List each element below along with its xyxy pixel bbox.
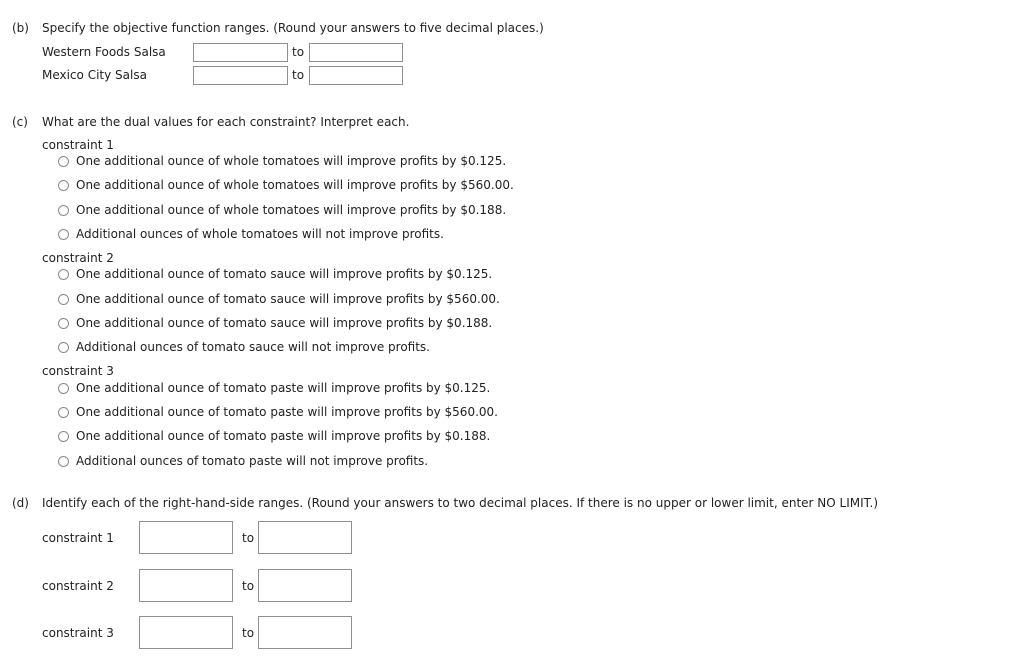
rhs-constraint-3-label: constraint 3 — [42, 626, 114, 640]
constraint-2-option-4-label: Additional ounces of tomato sauce will not improve profits. — [76, 340, 430, 354]
part-c-label: (c) — [12, 115, 28, 129]
constraint-1-option-2-radio[interactable] — [58, 180, 69, 191]
rhs-constraint-1-upper-input[interactable] — [258, 521, 352, 554]
constraint-1-option-3-radio[interactable] — [58, 205, 69, 216]
constraint-1-option-4-label: Additional ounces of whole tomatoes will not improve profits. — [76, 227, 444, 241]
western-foods-lower-input[interactable] — [193, 43, 288, 62]
to-label: to — [292, 45, 305, 59]
constraint-3-option-4-label: Additional ounces of tomato paste will not improve profits. — [76, 454, 429, 468]
rhs-constraint-3-upper-input[interactable] — [258, 616, 352, 649]
constraint-2-option-3-radio[interactable] — [58, 318, 69, 329]
constraint-2-heading: constraint 2 — [42, 251, 114, 265]
row-label-western-foods-salsa: Western Foods Salsa — [42, 45, 166, 59]
part-b-question: Specify the objective function ranges. (Round your answers to five decimal places.) — [42, 21, 544, 35]
constraint-2-option-1-radio[interactable] — [58, 269, 69, 280]
mexico-city-upper-input[interactable] — [309, 66, 403, 85]
constraint-2-option-1-label: One additional ounce of tomato sauce will improve profits by $0.125. — [76, 267, 493, 281]
constraint-3-heading: constraint 3 — [42, 364, 114, 378]
constraint-2-option-2-label: One additional ounce of tomato sauce will improve profits by $560.00. — [76, 292, 500, 306]
rhs-constraint-3-lower-input[interactable] — [139, 616, 233, 649]
part-c-question: What are the dual values for each constraint? Interpret each. — [42, 115, 410, 129]
constraint-3-option-2-label: One additional ounce of tomato paste will improve profits by $560.00. — [76, 405, 498, 419]
rhs-constraint-2-upper-input[interactable] — [258, 569, 352, 602]
constraint-3-option-4-radio[interactable] — [58, 456, 69, 467]
to-label: to — [242, 626, 255, 640]
rhs-constraint-1-label: constraint 1 — [42, 531, 114, 545]
part-d-label: (d) — [12, 496, 29, 510]
rhs-constraint-2-label: constraint 2 — [42, 579, 114, 593]
to-label: to — [242, 531, 255, 545]
rhs-constraint-1-lower-input[interactable] — [139, 521, 233, 554]
constraint-2-option-4-radio[interactable] — [58, 342, 69, 353]
to-label: to — [292, 68, 305, 82]
constraint-1-option-4-radio[interactable] — [58, 229, 69, 240]
constraint-2-option-2-radio[interactable] — [58, 294, 69, 305]
part-d-question: Identify each of the right-hand-side ranges. (Round your answers to two decimal places. If there is no upper or lower limit, enter NO LIMIT.) — [42, 496, 879, 510]
rhs-constraint-2-lower-input[interactable] — [139, 569, 233, 602]
constraint-2-option-3-label: One additional ounce of tomato sauce will improve profits by $0.188. — [76, 316, 493, 330]
constraint-3-option-2-radio[interactable] — [58, 407, 69, 418]
constraint-1-heading: constraint 1 — [42, 138, 114, 152]
part-b-label: (b) — [12, 21, 29, 35]
constraint-1-option-3-label: One additional ounce of whole tomatoes will improve profits by $0.188. — [76, 203, 507, 217]
to-label: to — [242, 579, 255, 593]
row-label-mexico-city-salsa: Mexico City Salsa — [42, 68, 147, 82]
constraint-1-option-1-radio[interactable] — [58, 156, 69, 167]
constraint-3-option-1-label: One additional ounce of tomato paste will improve profits by $0.125. — [76, 381, 491, 395]
constraint-1-option-2-label: One additional ounce of whole tomatoes will improve profits by $560.00. — [76, 178, 514, 192]
constraint-1-option-1-label: One additional ounce of whole tomatoes will improve profits by $0.125. — [76, 154, 507, 168]
mexico-city-lower-input[interactable] — [193, 66, 288, 85]
constraint-3-option-3-label: One additional ounce of tomato paste will improve profits by $0.188. — [76, 429, 491, 443]
constraint-3-option-3-radio[interactable] — [58, 431, 69, 442]
western-foods-upper-input[interactable] — [309, 43, 403, 62]
constraint-3-option-1-radio[interactable] — [58, 383, 69, 394]
